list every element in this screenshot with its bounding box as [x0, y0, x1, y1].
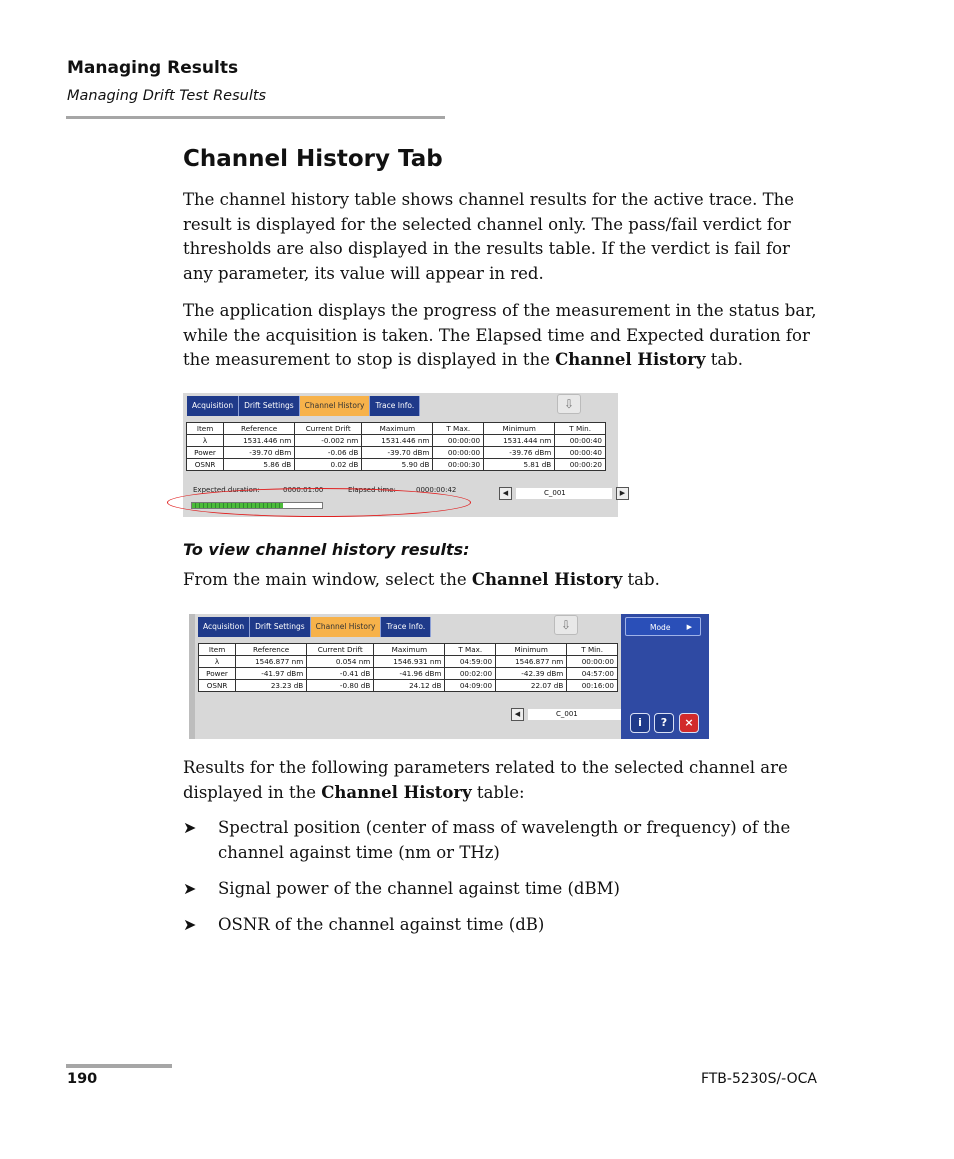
table-cell: 5.90 dB	[362, 459, 433, 471]
table-cell: 00:00:00	[433, 447, 484, 459]
table-cell: 22.07 dB	[496, 680, 567, 692]
table-cell: Power	[187, 447, 224, 459]
expected-duration-value: 0000:01:00	[283, 486, 324, 494]
table-cell: 5.86 dB	[224, 459, 295, 471]
table-cell: λ	[199, 656, 236, 668]
channel-history-screenshot-progress	[183, 393, 626, 517]
channel-history-screenshot-main	[189, 614, 709, 739]
tab-bar	[198, 617, 431, 637]
column-header: T Min.	[567, 644, 618, 656]
column-header: Current Drift	[295, 423, 362, 435]
table-cell: 04:57:00	[567, 668, 618, 680]
window-edge	[189, 614, 195, 739]
download-icon[interactable]: ⇩	[557, 394, 581, 414]
table-row	[199, 656, 618, 668]
table-cell: 04:59:00	[445, 656, 496, 668]
table-cell: 00:00:00	[567, 656, 618, 668]
bullet-text: OSNR of the channel against time (dB)	[218, 915, 545, 934]
table-row	[187, 447, 606, 459]
tab-channel-history[interactable]: Channel History	[300, 396, 371, 416]
column-header: Reference	[224, 423, 295, 435]
table-cell: 00:00:20	[555, 459, 606, 471]
channel-field[interactable]: C_001	[516, 488, 612, 499]
bullet-arrow-icon: ➤	[183, 818, 197, 837]
column-header: T Min.	[555, 423, 606, 435]
header-rule	[66, 116, 445, 119]
step-paragraph: From the main window, select the Channel History tab.	[183, 570, 660, 589]
table-header-row	[199, 644, 618, 656]
table-cell: -0.80 dB	[307, 680, 374, 692]
chapter-title: Managing Results	[67, 58, 239, 78]
tab-channel-history[interactable]: Channel History	[311, 617, 382, 637]
parameters-paragraph: Results for the following parameters related to the selected channel are displayed in the Channel History table:	[183, 758, 788, 802]
column-header: Maximum	[362, 423, 433, 435]
table-row	[187, 459, 606, 471]
mode-label: Mode	[650, 623, 671, 632]
previous-channel-icon[interactable]: ◀	[511, 708, 524, 721]
table-row	[187, 435, 606, 447]
table-cell: -0.06 dB	[295, 447, 362, 459]
bullet-text: Spectral position (center of mass of wavelength or frequency) of the channel against time (nm or THz)	[218, 818, 791, 862]
channel-history-table	[186, 422, 606, 471]
table-cell: -0.002 nm	[295, 435, 362, 447]
tab-drift-settings[interactable]: Drift Settings	[250, 617, 311, 637]
table-cell: 00:16:00	[567, 680, 618, 692]
table-cell: 00:00:40	[555, 447, 606, 459]
table-cell: -39.76 dBm	[484, 447, 555, 459]
table-cell: 00:00:40	[555, 435, 606, 447]
table-cell: -42.39 dBm	[496, 668, 567, 680]
table-cell: 00:00:30	[433, 459, 484, 471]
table-row	[199, 668, 618, 680]
table-cell: -41.96 dBm	[374, 668, 445, 680]
section-subtitle: Managing Drift Test Results	[67, 88, 267, 104]
play-icon: ▶	[686, 623, 692, 631]
tab-bar	[187, 396, 420, 416]
table-cell: 23.23 dB	[236, 680, 307, 692]
table-cell: 00:00:00	[433, 435, 484, 447]
table-cell: 1546.931 nm	[374, 656, 445, 668]
column-header: Maximum	[374, 644, 445, 656]
side-panel	[621, 614, 709, 739]
table-cell: λ	[187, 435, 224, 447]
column-header: Item	[199, 644, 236, 656]
mode-button[interactable]	[625, 617, 701, 636]
procedure-heading: To view channel history results:	[183, 540, 470, 559]
bullet-arrow-icon: ➤	[183, 915, 197, 934]
column-header: Item	[187, 423, 224, 435]
channel-history-table	[198, 643, 618, 692]
info-icon[interactable]: i	[630, 713, 650, 733]
tab-trace-info[interactable]: Trace Info.	[381, 617, 431, 637]
column-header: T Max.	[445, 644, 496, 656]
table-cell: 1546.877 nm	[236, 656, 307, 668]
column-header: T Max.	[433, 423, 484, 435]
elapsed-time-label: Elapsed time:	[348, 486, 396, 494]
footer-rule	[66, 1064, 172, 1068]
column-header: Current Drift	[307, 644, 374, 656]
previous-channel-icon[interactable]: ◀	[499, 487, 512, 500]
table-cell: 00:02:00	[445, 668, 496, 680]
table-cell: OSNR	[199, 680, 236, 692]
table-cell: Power	[199, 668, 236, 680]
elapsed-time-value: 0000:00:42	[416, 486, 457, 494]
column-header: Minimum	[496, 644, 567, 656]
table-cell: OSNR	[187, 459, 224, 471]
tab-trace-info[interactable]: Trace Info.	[370, 396, 420, 416]
tab-acquisition[interactable]: Acquisition	[187, 396, 239, 416]
progress-paragraph: The application displays the progress of the measurement in the status bar, while the acquisition is taken. The Elapsed time and Expected duration for the measurement to stop is displayed in the Channel History tab.	[183, 301, 817, 369]
table-cell: 1531.444 nm	[484, 435, 555, 447]
table-cell: 04:09:00	[445, 680, 496, 692]
table-cell: 0.054 nm	[307, 656, 374, 668]
table-row	[199, 680, 618, 692]
highlight-circle	[167, 488, 471, 517]
help-icon[interactable]: ?	[654, 713, 674, 733]
bullet-arrow-icon: ➤	[183, 879, 197, 898]
page-heading: Channel History Tab	[183, 146, 443, 172]
download-icon[interactable]: ⇩	[554, 615, 578, 635]
table-cell: 24.12 dB	[374, 680, 445, 692]
next-channel-icon[interactable]: ▶	[616, 487, 629, 500]
table-cell: -39.70 dBm	[224, 447, 295, 459]
expected-duration-label: Expected duration:	[193, 486, 260, 494]
tab-drift-settings[interactable]: Drift Settings	[239, 396, 300, 416]
table-cell: -41.97 dBm	[236, 668, 307, 680]
column-header: Minimum	[484, 423, 555, 435]
channel-field[interactable]: C_001	[528, 709, 624, 720]
channel-navigator	[499, 487, 629, 500]
table-cell: 1531.446 nm	[362, 435, 433, 447]
column-header: Reference	[236, 644, 307, 656]
table-cell: 5.81 dB	[484, 459, 555, 471]
product-model: FTB-5230S/-OCA	[700, 1071, 817, 1087]
tab-acquisition[interactable]: Acquisition	[198, 617, 250, 637]
table-cell: -0.41 dB	[307, 668, 374, 680]
intro-paragraph: The channel history table shows channel results for the active trace. The result is displayed for the selected channel only. The pass/fail verdict for thresholds are also displayed in the results table. If the verdict is fail for any parameter, its value will appear in red.	[183, 190, 795, 283]
table-cell: 1546.877 nm	[496, 656, 567, 668]
table-cell: 1531.446 nm	[224, 435, 295, 447]
table-cell: 0.02 dB	[295, 459, 362, 471]
close-icon[interactable]: ×	[679, 713, 699, 733]
bullet-text: Signal power of the channel against time (dBM)	[218, 879, 620, 898]
page-number: 190	[67, 1071, 98, 1087]
table-header-row	[187, 423, 606, 435]
table-cell: -39.70 dBm	[362, 447, 433, 459]
